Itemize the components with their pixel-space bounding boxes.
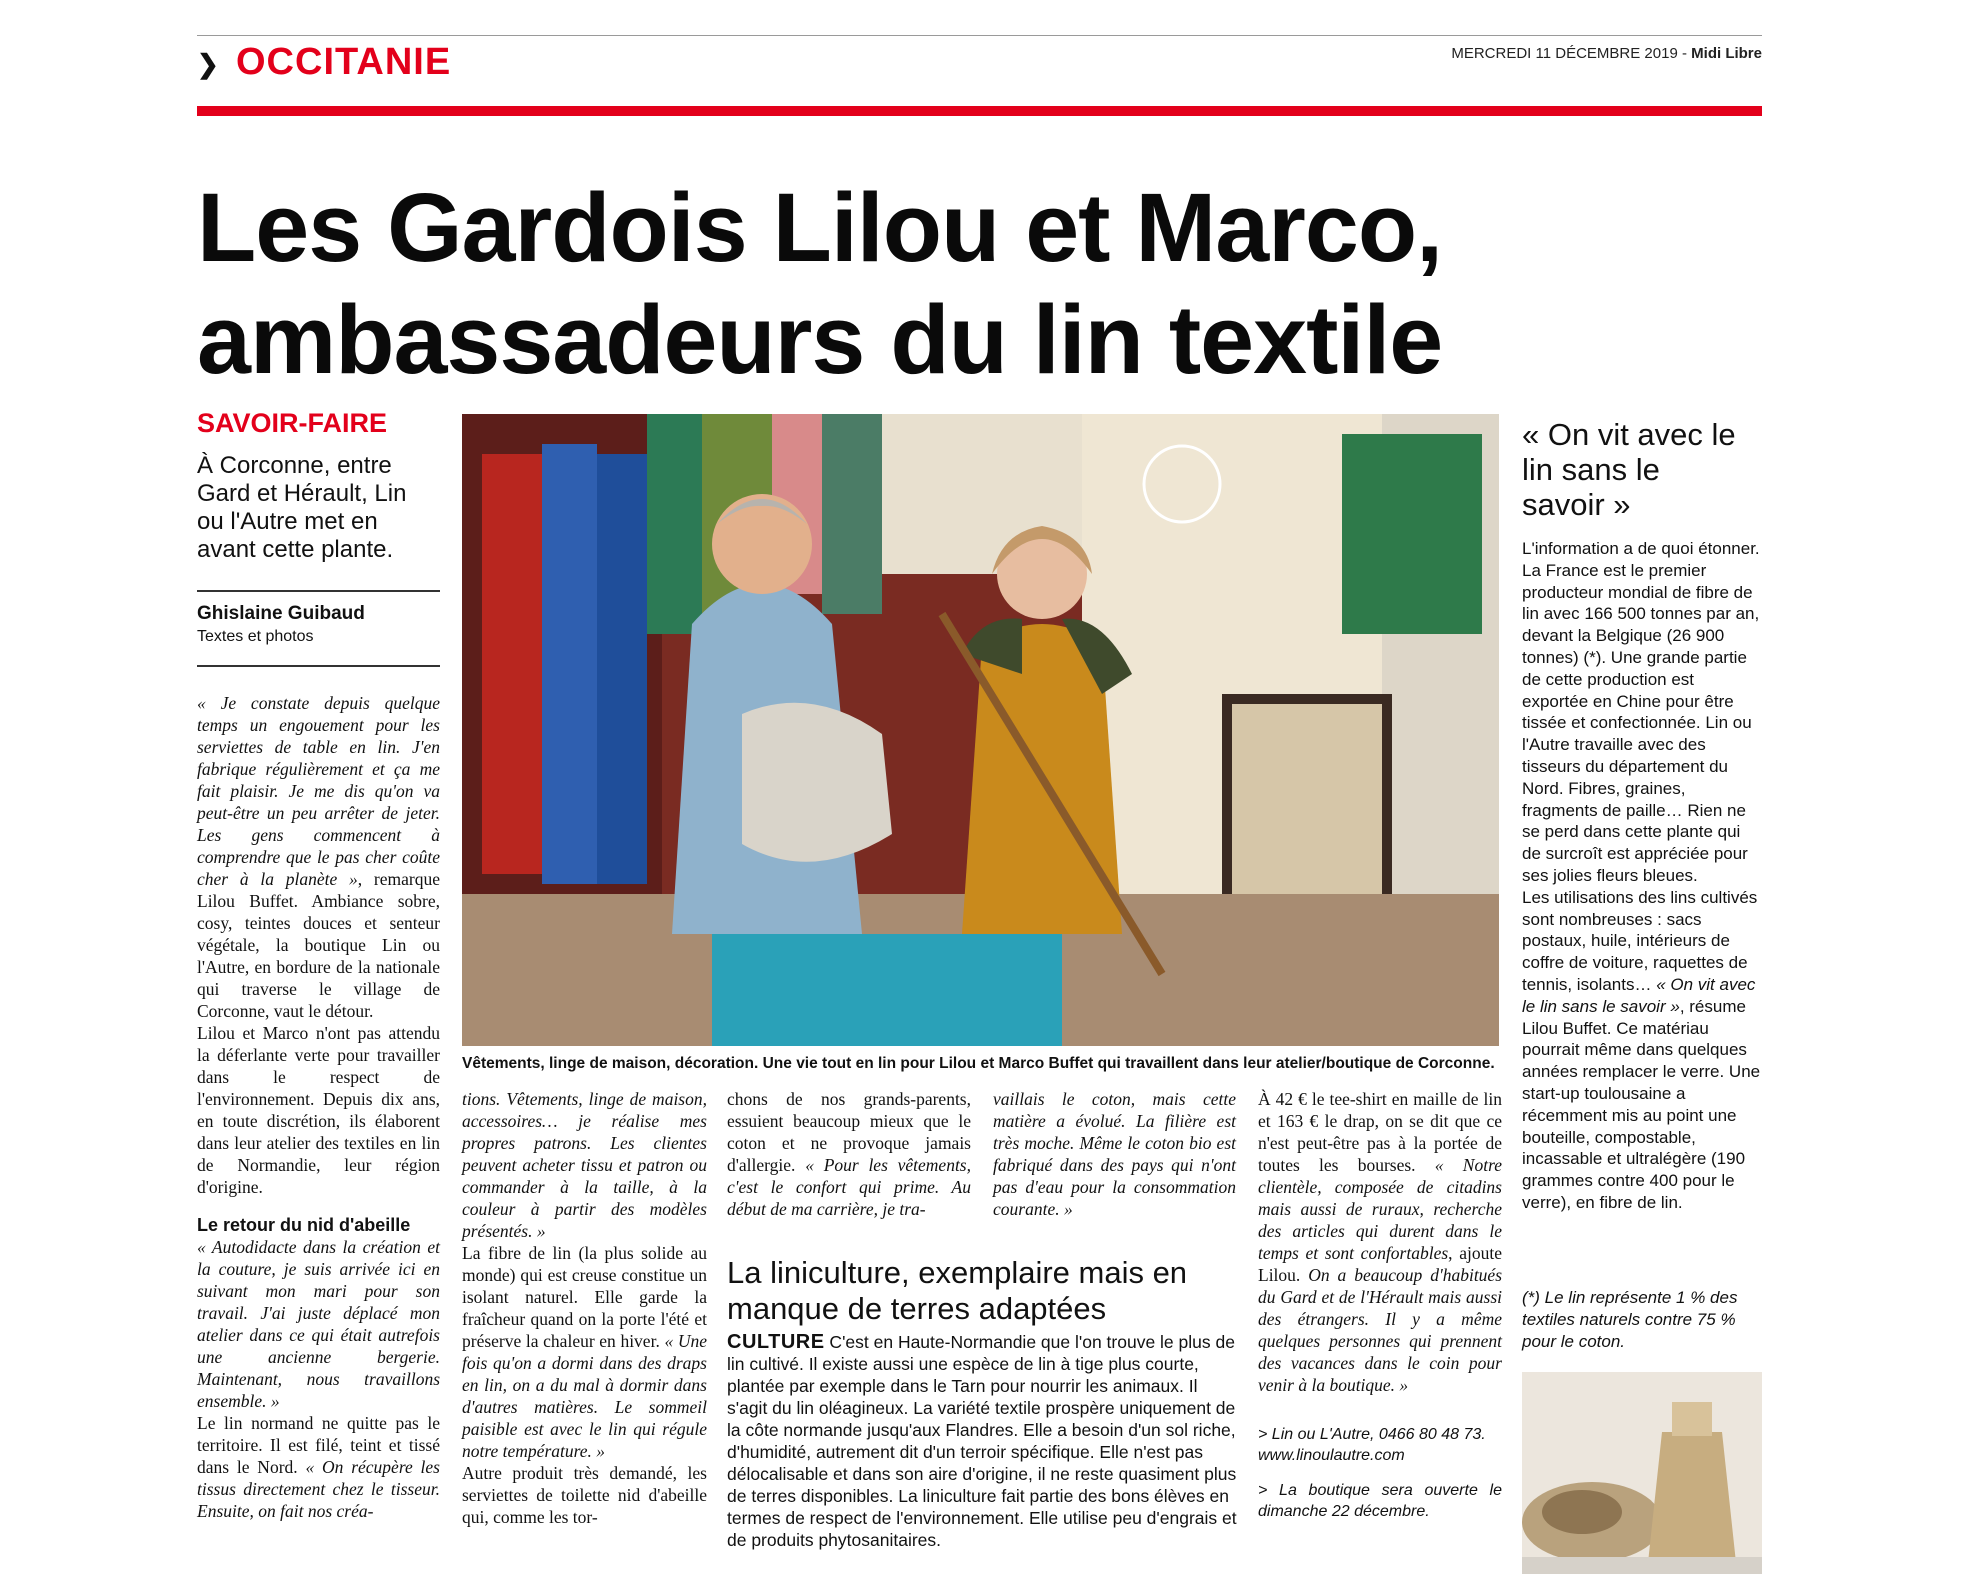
article-column-1 bbox=[197, 692, 440, 1522]
col2-paragraph-1 bbox=[462, 1088, 707, 1242]
opening-note: > La boutique sera ouverte le dimanche 22 décembre. bbox=[1258, 1482, 1502, 1520]
contact-website[interactable]: www.linoulautre.com bbox=[1258, 1447, 1405, 1464]
col2-quote-1: tions. Vêtements, linge de maison, accessoires… je réalise mes propres patrons. Les clientes peuvent acheter tissu et patron ou commander à la taille, à la couleur à partir des modèles présentés. » bbox=[462, 1089, 707, 1241]
dateline-separator: - bbox=[1677, 45, 1692, 62]
contact-info bbox=[1258, 1424, 1502, 1522]
col5-paragraph-1 bbox=[1258, 1088, 1502, 1396]
col1-quote-3: « On récupère les tissus directement chez le tisseur. Ensuite, on fait nos créa- bbox=[197, 1457, 440, 1521]
col4-quote-1: vaillais le coton, mais cette matière a évolué. La filière est très moche. Même le coton bio est fabriqué dans des pays qui n'ont pas d'eau pour la consommation courante. » bbox=[993, 1089, 1236, 1219]
col2-quote-2: « Une fois qu'on a dormi dans des draps en lin, on a du mal à dormir dans d'autres matières. Le sommeil paisible est avec le lin qui régule notre température. » bbox=[462, 1331, 707, 1461]
col3-paragraph-1 bbox=[727, 1088, 971, 1220]
linen-thread-photo bbox=[1522, 1372, 1762, 1574]
byline-rule-bottom bbox=[197, 665, 440, 667]
inset-lead: CULTURE bbox=[727, 1331, 825, 1353]
col1-paragraph-1 bbox=[197, 692, 440, 1022]
col5-quote-2: On a beaucoup d'habitués du Gard et de l'Hérault mais aussi des étrangers. Il y a même quelques personnes qui prennent des vacances dans le coin pour venir à la boutique. » bbox=[1258, 1265, 1503, 1395]
col2-paragraph-2 bbox=[462, 1242, 707, 1462]
thread-spool-illustration bbox=[1522, 1372, 1762, 1574]
col2-text-2: La fibre de lin (la plus solide au monde) qui est creuse constitue un isolant naturel. Elle garde la fraîcheur quand on la porte l'été et préserve la chaleur en hiver. bbox=[462, 1243, 707, 1351]
inset-headline: La liniculture, exemplaire mais en manque de terres adaptées bbox=[727, 1255, 1188, 1326]
article-column-4 bbox=[993, 1088, 1236, 1220]
col5-text-2: , ajoute Lilou. bbox=[1258, 1243, 1502, 1285]
col3-quote-1: « Pour les vêtements, c'est le confort qui prime. Au début de ma carrière, je tra- bbox=[727, 1155, 971, 1219]
col1-text-4: Le lin normand ne quitte pas le territoire. Il est filé, teint et tissé dans le Nord. bbox=[197, 1413, 440, 1477]
col2-paragraph-3: Autre produit très demandé, les serviettes de toilette nid d'abeille qui, comme les tor- bbox=[462, 1463, 707, 1527]
photo-caption: Vêtements, linge de maison, décoration. Une vie tout en lin pour Lilou et Marco Buffet qui travaillent dans leur atelier/boutique de Corconne. bbox=[462, 1055, 1495, 1072]
top-rule bbox=[197, 35, 1762, 36]
col1-quote: « Je constate depuis quelque temps un engouement pour les serviettes de table en lin. J'en fabrique régulièrement et ça me fait plaisir. Je me dis qu'on va peut-être un peu arrêter de jeter. Les gens commencent à comprendre que le pas cher coûte cher à la planète » bbox=[197, 693, 440, 889]
footnote: (*) Le lin représente 1 % des textiles naturels contre 75 % pour le coton. bbox=[1522, 1288, 1738, 1351]
chevron-right-icon: ❯ bbox=[197, 49, 219, 79]
section-red-bar bbox=[197, 106, 1762, 116]
dateline bbox=[1451, 45, 1762, 62]
newspaper-name: Midi Libre bbox=[1691, 45, 1762, 62]
issue-date: MERCREDI 11 DÉCEMBRE 2019 bbox=[1451, 45, 1678, 62]
headline bbox=[197, 172, 1497, 396]
sidebar-text-3: , résume Lilou Buffet. Ce matériau pourrait même dans quelques années remplacer le verre. Une start-up toulousaine a récemment mis au point une bouteille, compostable, incassable et ultralégère (190 grammes contre 400 pour le verre), en fibre de lin. bbox=[1522, 996, 1761, 1212]
inset-body bbox=[727, 1331, 1237, 1551]
author-role: Textes et photos bbox=[197, 628, 314, 645]
sidebar-quote: « On vit avec le lin sans le savoir » bbox=[1522, 974, 1756, 1016]
col1-paragraph-3 bbox=[197, 1236, 440, 1412]
byline-rule-top bbox=[197, 590, 440, 592]
photo-illustration bbox=[462, 414, 1499, 1046]
article-photo bbox=[462, 414, 1499, 1046]
pull-quote: « On vit avec le lin sans le savoir » bbox=[1522, 417, 1736, 522]
contact-phone: > Lin ou L'Autre, 0466 80 48 73. bbox=[1258, 1426, 1486, 1443]
col4-paragraph-1 bbox=[993, 1088, 1236, 1220]
sidebar-text-2: Les utilisations des lins cultivés sont nombreuses : sacs postaux, huile, intérieurs de coffre de voiture, raquettes de tennis, isolants… bbox=[1522, 887, 1758, 994]
sidebar-body bbox=[1522, 538, 1762, 1214]
col3-text-1: chons de nos grands-parents, essuient beaucoup mieux que le coton et ne provoque jamais d'allergie. bbox=[727, 1089, 971, 1175]
col5-text-1: À 42 € le tee-shirt en maille de lin et 163 € le drap, on se dit que ce n'est peut-être pas à la portée de toutes les bourses. bbox=[1258, 1089, 1502, 1175]
col5-quote-1: « Notre clientèle, composée de citadins mais aussi de ruraux, recherche des articles qui durent dans le temps et sont confortables bbox=[1258, 1155, 1502, 1263]
article-column-2 bbox=[462, 1088, 707, 1528]
kicker: SAVOIR-FAIRE bbox=[197, 408, 388, 438]
inset-text: C'est en Haute-Normandie que l'on trouve le plus de lin cultivé. Il existe aussi une espèce de lin à tige plus courte, plantée par exemple dans le Tarn pour nourrir les animaux. Il s'agit du lin oléagineux. La variété textile prospère uniquement de la côte normande jusqu'aux Flandres. Elle a besoin d'un sol riche, d'humidité, autrement dit d'un terroir spécifique. Elle n'est pas délocalisable et dans son aire d'origine, il ne reste quasiment plus de terres disponibles. La liniculture fait partie des bons élèves en termes de respect de l'environnement. Elle utilise peu d'engrais et de produits phytosanitaires. bbox=[727, 1332, 1237, 1550]
standfirst: À Corconne, entre Gard et Hérault, Lin ou l'Autre met en avant cette plante. bbox=[197, 452, 407, 563]
col1-paragraph-4 bbox=[197, 1412, 440, 1522]
col1-quote-2: « Autodidacte dans la création et la couture, je suis arrivée ici en suivant mon mari pour son travail. J'ai juste déplacé mon atelier dans ce qui était autrefois une ancienne bergerie. Maintenant, nous travaillons ensemble. » bbox=[197, 1237, 440, 1411]
col1-paragraph-2: Lilou et Marco n'ont pas attendu la déferlante verte pour travailler dans le respect de l'environnement. Depuis dix ans, en toute discrétion, ils élaborent dans leur atelier des textiles en lin de Normandie, leur région d'origine. bbox=[197, 1023, 440, 1197]
headline-line-1: Les Gardois Lilou et Marco, bbox=[197, 173, 1443, 282]
sidebar-paragraph-2 bbox=[1522, 887, 1762, 1214]
article-column-3 bbox=[727, 1088, 971, 1220]
headline-line-2: ambassadeurs du lin textile bbox=[197, 285, 1443, 394]
author-name: Ghislaine Guibaud bbox=[197, 603, 365, 624]
section-title: OCCITANIE bbox=[236, 41, 452, 83]
col1-quote-tail: , remarque Lilou Buffet. Ambiance sobre, cosy, teintes douces et senteur végétale, la boutique Lin ou l'Autre, en bordure de la nationale qui traverse le village de Corconne, vaut le détour. bbox=[197, 869, 440, 1021]
subheading: Le retour du nid d'abeille bbox=[197, 1215, 411, 1235]
article-column-5 bbox=[1258, 1088, 1502, 1522]
sidebar-paragraph-1: L'information a de quoi étonner. La France est le premier producteur mondial de fibre de lin avec 166 500 tonnes par an, devant la Belgique (26 900 tonnes) (*). Une grande partie de cette production est exportée en Chine pour être tissée et confectionnée. Lin ou l'Autre travaille avec des tisseurs du département du Nord. Fibres, graines, fragments de paille… Rien ne se perd dans cette plante qui de surcroît est appréciée pour ses jolies fleurs bleues. bbox=[1522, 539, 1760, 885]
